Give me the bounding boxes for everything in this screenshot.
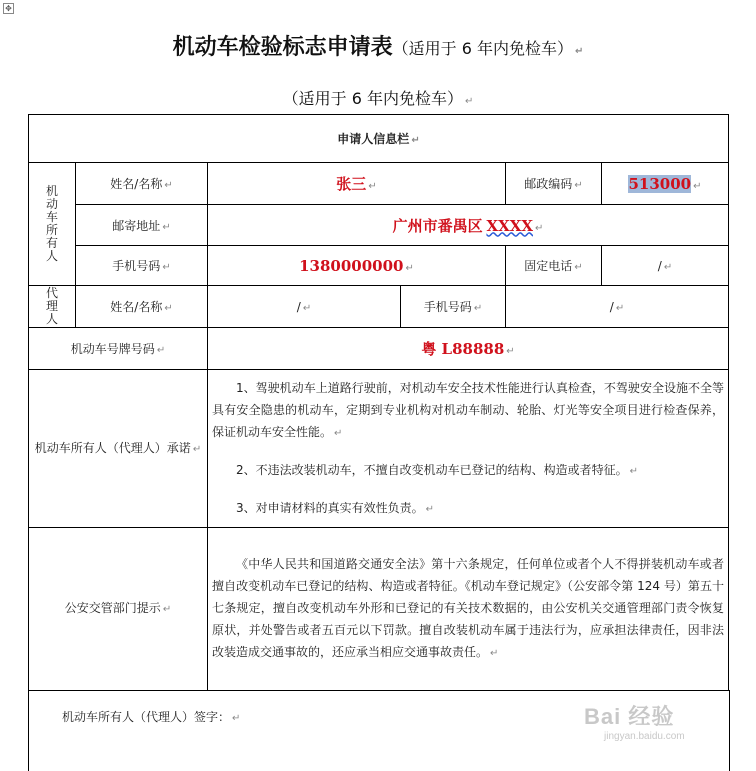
application-form-table bbox=[28, 114, 729, 691]
agent-group-label: 代 理 人 bbox=[29, 286, 76, 328]
watermark-logo: Bai 经验 bbox=[584, 704, 675, 729]
notice-label: 公安交管部门提示 ↵ bbox=[29, 528, 208, 691]
commitment-label: 机动车所有人（代理人）承诺 ↵ bbox=[29, 370, 208, 528]
document-title: 机动车检验标志申请表（适用于 6 年内免检车） ↵ bbox=[172, 35, 584, 60]
notice-text: 《中华人民共和国道路交通安全法》第十六条规定，任何单位或者个人不得拼装机动车或者擅自改变机动车已登记的结构、构造或者特征。《机动车登记规定》（公安部令第 124 号）第五十七条规定，擅自改变机动车外形和已登记的有关技术数据的，由公安机关交通管理部门责令恢复原状，并处警告或者五百元以下罚款。擅自改装机动车属于违法行为，应承担法律责任，因非法改装造成交通事故的，还应承当相应交通事故责任。 ↵ bbox=[208, 528, 729, 691]
paragraph-mark-icon: ↵ bbox=[411, 135, 420, 146]
table-move-handle-icon[interactable]: ✥ bbox=[3, 3, 14, 14]
plate-field[interactable]: 粤 L88888 ↵ bbox=[208, 328, 729, 370]
paragraph-mark-icon: ↵ bbox=[574, 46, 584, 57]
watermark-url: jingyan.baidu.com bbox=[604, 731, 685, 742]
document-subtitle: （适用于 6 年内免检车） ↵ bbox=[282, 89, 474, 108]
agent-name-field[interactable]: / ↵ bbox=[208, 286, 401, 328]
landline-label: 固定电话 ↵ bbox=[506, 246, 602, 286]
signature-label: 机动车所有人（代理人）签字： ↵ bbox=[62, 710, 241, 724]
address-field[interactable]: 广州市番禺区 XXXX ↵ bbox=[208, 205, 729, 246]
plate-label: 机动车号牌号码 ↵ bbox=[29, 328, 208, 370]
name-label: 姓名/名称 ↵ bbox=[76, 163, 208, 205]
address-label: 邮寄地址 ↵ bbox=[76, 205, 208, 246]
commitment-item: 3、对申请材料的真实有效性负责。 ↵ bbox=[236, 500, 435, 515]
title-suffix: （适用于 6 年内免检车） bbox=[392, 39, 573, 58]
mobile-field[interactable]: 1380000000 ↵ bbox=[208, 246, 506, 286]
commitment-item: 1、驾驶机动车上道路行驶前，对机动车安全技术性能进行认真检查，不驾驶安全设施不全等具有安全隐患的机动车，定期到专业机构对机动车制动、轮胎、灯光等安全项目进行检查保养，保证机动车安全性能。 ↵ bbox=[212, 380, 724, 439]
section-header: 申请人信息栏 ↵ bbox=[29, 115, 729, 163]
mobile-label: 手机号码 ↵ bbox=[76, 246, 208, 286]
name-field[interactable]: 张三 ↵ bbox=[208, 163, 506, 205]
agent-mobile-label: 手机号码 ↵ bbox=[401, 286, 506, 328]
commitment-text bbox=[208, 370, 729, 528]
owner-group-label: 机 动 车 所 有 人 bbox=[29, 163, 76, 286]
agent-name-label: 姓名/名称 ↵ bbox=[76, 286, 208, 328]
paragraph-mark-icon: ↵ bbox=[464, 96, 474, 107]
landline-field[interactable]: / ↵ bbox=[602, 246, 729, 286]
postal-label: 邮政编码 ↵ bbox=[506, 163, 602, 205]
commitment-item: 2、不违法改装机动车，不擅自改变机动车已登记的结构、构造或者特征。 ↵ bbox=[236, 462, 639, 477]
agent-mobile-field[interactable]: / ↵ bbox=[506, 286, 729, 328]
baidu-watermark bbox=[584, 700, 724, 750]
postal-field[interactable]: 513000 ↵ bbox=[602, 163, 729, 205]
